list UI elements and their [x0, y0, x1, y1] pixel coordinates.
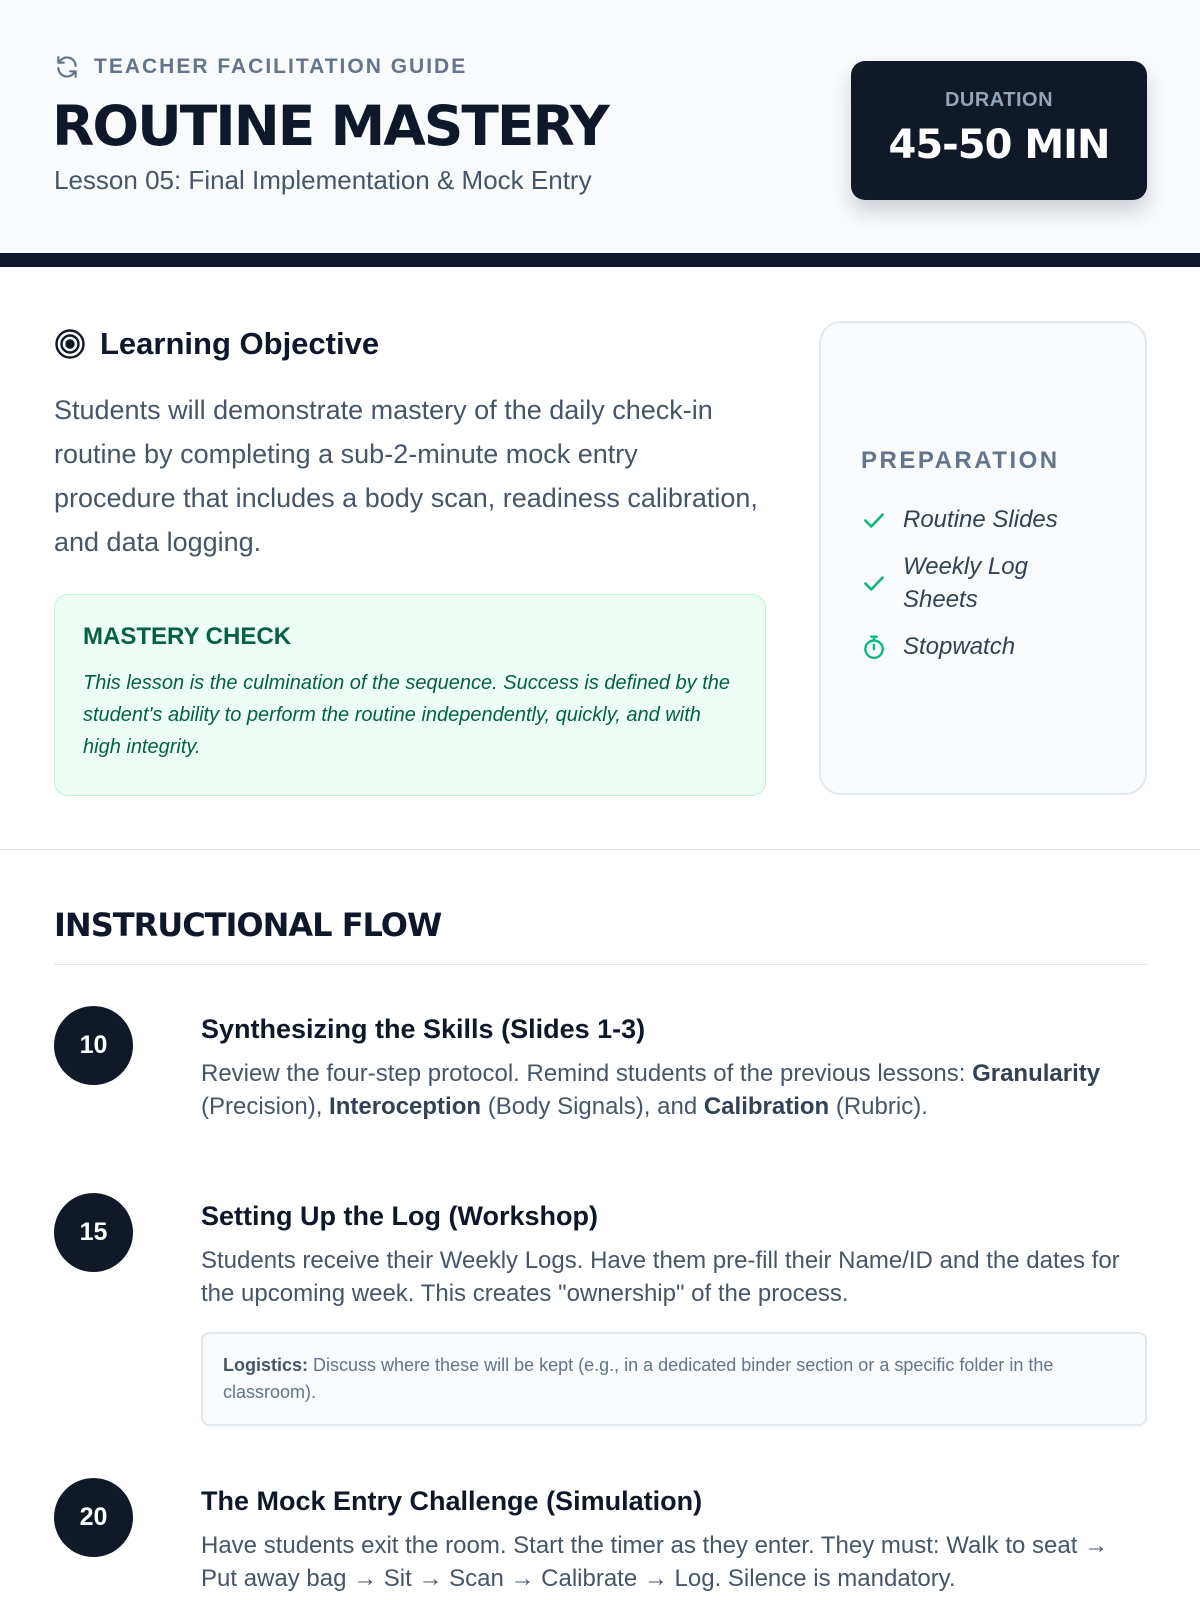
step-text: Have students exit the room. Start the timer as they enter. They must: Walk to seat → Put away bag → Sit → Scan → Calibrate → Log. Silence is mandatory.	[201, 1532, 1109, 1592]
preparation-item	[861, 503, 1105, 536]
preparation-item-label: Weekly Log Sheets	[903, 553, 1028, 613]
logistics-note	[201, 1332, 1147, 1426]
page-title: ROUTINE MASTERY	[52, 94, 608, 158]
step-text-segment: (Rubric).	[829, 1093, 928, 1120]
guide-kicker	[54, 54, 467, 80]
instructional-flow-title: INSTRUCTIONAL FLOW	[54, 906, 442, 944]
preparation-card	[819, 321, 1147, 795]
target-icon	[54, 328, 86, 360]
page-subtitle: Lesson 05: Final Implementation & Mock Entry	[54, 165, 592, 195]
step-minutes-badge: 20	[54, 1478, 133, 1557]
header-divider-bar	[0, 253, 1200, 267]
preparation-item	[861, 630, 1105, 663]
check-icon	[861, 507, 887, 533]
preparation-item-label: Stopwatch	[903, 633, 1016, 660]
duration-card	[851, 61, 1147, 200]
step-body	[201, 1193, 1147, 1426]
preparation-title: PREPARATION	[861, 447, 1060, 474]
note-label: Logistics:	[223, 1355, 309, 1375]
guide-header	[0, 0, 1200, 255]
flow-title-rule	[54, 964, 1147, 965]
step-body	[201, 1478, 1147, 1595]
preparation-item-label: Routine Slides	[903, 506, 1058, 533]
step-body	[201, 1006, 1147, 1123]
preparation-list	[861, 503, 1105, 663]
step-text-segment: (Body Signals), and	[481, 1093, 704, 1120]
step-key-term: Granularity	[972, 1060, 1101, 1087]
step-minutes-badge: 10	[54, 1006, 133, 1085]
objective-text: Students will demonstrate mastery of the daily check-in routine by completing a sub-2-minute mock entry procedure that includes a body scan, readiness calibration, and data logging.	[54, 395, 758, 557]
note-text: Discuss where these will be kept (e.g., in a dedicated binder section or a specific folder in the classroom).	[223, 1355, 1054, 1402]
step-key-term: Interoception	[329, 1093, 482, 1120]
step-title: The Mock Entry Challenge (Simulation)	[201, 1486, 703, 1516]
mastery-check-title: MASTERY CHECK	[83, 623, 292, 650]
step-minutes-badge: 15	[54, 1193, 133, 1272]
objective-heading	[54, 326, 764, 362]
kicker-text: TEACHER FACILITATION GUIDE	[94, 55, 468, 78]
step-text-segment: Review the four-step protocol. Remind students of the previous lessons:	[201, 1060, 973, 1087]
step-title: Setting Up the Log (Workshop)	[201, 1201, 598, 1231]
mastery-check-text: This lesson is the culmination of the sequence. Success is defined by the student's ability to perform the routine independently, quickly, and with high integrity.	[83, 672, 731, 758]
step-text	[201, 1057, 1147, 1123]
duration-label: DURATION	[944, 89, 1054, 111]
step-key-term: Calibration	[703, 1093, 830, 1120]
check-icon	[861, 570, 887, 596]
learning-objective-section	[54, 326, 764, 564]
mastery-check-box	[54, 594, 766, 796]
step-text-segment: (Precision),	[201, 1093, 330, 1120]
objective-title: Learning Objective	[100, 326, 380, 361]
section-divider	[0, 849, 1200, 850]
duration-value: 45-50 MIN	[888, 122, 1110, 168]
step-title: Synthesizing the Skills (Slides 1-3)	[201, 1014, 646, 1044]
stopwatch-icon	[861, 634, 887, 660]
preparation-item	[861, 550, 1105, 616]
step-text: Students receive their Weekly Logs. Have them pre-fill their Name/ID and the dates for the upcoming week. This creates "ownership" of the process.	[201, 1247, 1120, 1307]
refresh-icon	[54, 54, 80, 80]
